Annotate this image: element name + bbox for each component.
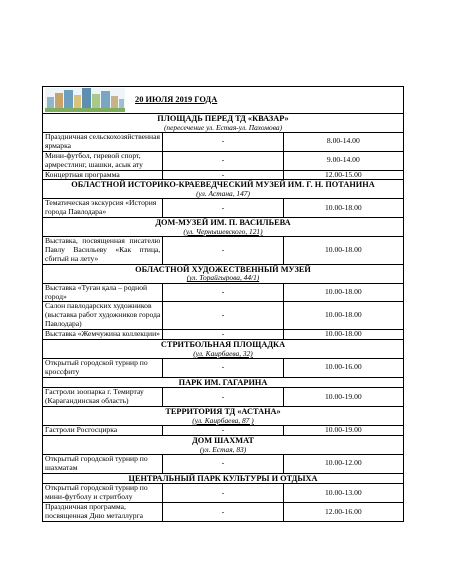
event-name: Праздничная программа, посвященная Дню металлурга [43,503,163,522]
section-header-cell [43,407,404,426]
event-time: 10.00-18.00 [283,302,403,330]
event-name: Тематическая экскурсия «История города Павлодара» [43,199,163,218]
event-time: 8.00-14.00 [283,132,403,151]
event-row [43,302,404,330]
section-title: ПАРК ИМ. ГАГАРИНА [178,377,268,387]
event-time: 10.00-18.00 [283,330,403,340]
event-dash: - [163,302,283,330]
section-address: (ул. Астана, 147) [196,189,250,199]
event-name: Гастроли зоопарка г. Темиртау (Карагандинская область) [43,388,163,407]
event-time: 10.00-18.00 [283,283,403,302]
section-title: ОБЛАСТНОЙ ХУДОЖЕСТВЕННЫЙ МУЗЕЙ [135,264,311,274]
section-header-row [43,264,404,283]
section-address: (ул. Торайгырова, 44/1) [186,273,260,283]
event-name: Открытый городской турнир по кроссфиту [43,358,163,377]
event-time: 10.00-16.00 [283,358,403,377]
event-time: 12.00-15.00 [283,170,403,180]
event-row [43,199,404,218]
event-dash: - [163,199,283,218]
event-row [43,237,404,265]
section-header-row [43,435,404,454]
event-name: Гастроли Росгосцирка [43,426,163,436]
event-time: 10.00-18.00 [283,237,403,265]
section-title: ОБЛАСТНОЙ ИСТОРИКО-КРАЕВЕДЧЕСКИЙ МУЗЕЙ ИМ. Г. Н. ПОТАНИНА [71,180,375,190]
event-name: Выставка «Жемчужина коллекции» [43,330,163,340]
event-row [43,388,404,407]
section-header-cell [43,473,404,484]
event-dash: - [163,283,283,302]
section-header-cell [43,264,404,283]
event-dash: - [163,151,283,170]
section-header-row [43,114,404,133]
event-name: Открытый городской турнир по шахматам [43,454,163,473]
event-name: Мини-футбол, гиревой спорт, армрестлинг, шашки, асык ату [43,151,163,170]
section-header-cell [43,377,404,388]
section-address: (ул. Каирбаева, 87 ) [192,415,254,425]
event-dash: - [163,132,283,151]
schedule-sheet [42,86,404,522]
event-time: 10.00-12.00 [283,454,403,473]
event-name: Праздничная сельскохозяйственная ярмарка [43,132,163,151]
section-header-cell [43,114,404,133]
event-dash: - [163,358,283,377]
date-title: 20 ИЮЛЯ 2019 ГОДА [135,95,218,104]
event-dash: - [163,170,283,180]
event-row [43,426,404,436]
event-time: 10.00-19.00 [283,426,403,436]
event-name: Выставка «Туған қала – родной город» [43,283,163,302]
event-name: Открытый городской турнир по мини-футболу и стритболу [43,484,163,503]
header-cell [43,87,404,114]
section-title: ПЛОЩАДЬ ПЕРЕД ТД «КВАЗАР» [157,114,289,123]
schedule-body [43,114,404,522]
section-header-row [43,377,404,388]
section-header-row [43,340,404,359]
section-title: ЦЕНТРАЛЬНЫЙ ПАРК КУЛЬТУРЫ И ОТДЫХА [128,473,318,483]
section-header-row [43,218,404,237]
section-title: ДОМ-МУЗЕЙ ИМ. П. ВАСИЛЬЕВА [155,218,291,228]
event-dash: - [163,426,283,436]
section-title: ТЕРРИТОРИЯ ТД «АСТАНА» [165,407,281,417]
event-row [43,132,404,151]
event-row [43,484,404,503]
event-dash: - [163,454,283,473]
event-dash: - [163,237,283,265]
event-row [43,454,404,473]
section-header-row [43,407,404,426]
section-address: (ул. Естая, 83) [199,444,247,454]
event-name: Выставка, посвященная писателю Павлу Васильеву «Как птица, сбитый на лету» [43,237,163,265]
section-header-cell [43,435,404,454]
section-address: (пересечение ул. Естая-ул. Пахомова) [163,122,283,132]
event-dash: - [163,330,283,340]
event-time: 10.00-13.00 [283,484,403,503]
event-row [43,151,404,170]
section-header-cell [43,340,404,359]
event-time: 9.00-14.00 [283,151,403,170]
event-time: 10.00-19.00 [283,388,403,407]
schedule-table [42,86,404,522]
event-dash: - [163,388,283,407]
section-header-cell [43,180,404,199]
section-address: (ул. Каирбаева, 32) [193,348,253,358]
city-skyline-icon [45,88,125,112]
event-time: 12.00-16.00 [283,503,403,522]
event-row [43,283,404,302]
section-title: СТРИТБОЛЬНАЯ ПЛОЩАДКА [160,340,286,350]
header-row [43,87,404,114]
event-dash: - [163,484,283,503]
section-title: ДОМ ШАХМАТ [192,435,254,445]
event-row [43,503,404,522]
section-address: (ул. Чернышевского, 121) [183,226,263,236]
event-row [43,330,404,340]
event-row [43,358,404,377]
event-dash: - [163,503,283,522]
event-name: Салон павлодарских художников (выставка работ художников города Павлодара) [43,302,163,330]
event-time: 10.00-18.00 [283,199,403,218]
section-header-row [43,180,404,199]
section-header-cell [43,218,404,237]
section-header-row [43,473,404,484]
event-name: Концертная программа [43,170,163,180]
event-row [43,170,404,180]
